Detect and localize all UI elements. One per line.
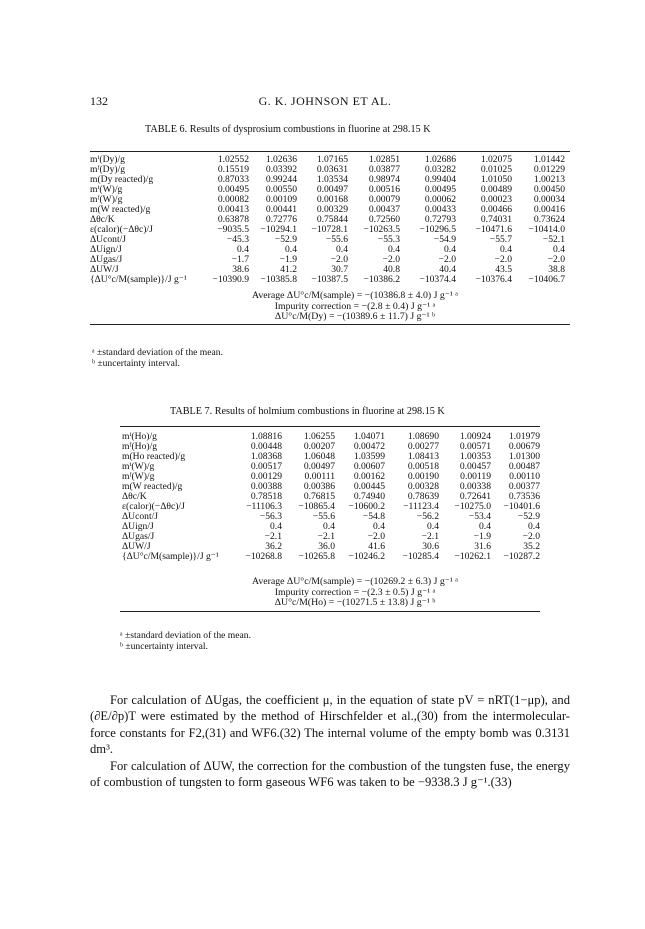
table-cell: 0.00441 — [265, 204, 297, 215]
table-cell: 43.5 — [495, 264, 512, 275]
table6-impurity-correction: Impurity correction = −(2.8 ± 0.4) J g⁻¹ ᵃ — [274, 300, 436, 312]
table-cell: 40.8 — [383, 264, 400, 275]
table-cell: 40.4 — [439, 264, 456, 275]
table-cell: −10246.2 — [348, 551, 385, 562]
table-cell: −10262.1 — [454, 551, 491, 562]
table-cell: 0.00607 — [353, 461, 385, 472]
table-cell: 0.00338 — [459, 481, 491, 492]
row-label: m(Dy reacted)/g — [90, 174, 154, 185]
table-cell: 30.7 — [331, 264, 348, 275]
table-cell: 0.4 — [427, 521, 439, 532]
table-cell: 0.98974 — [368, 174, 400, 185]
table-cell: −10296.5 — [419, 224, 456, 235]
table-cell: −2.0 — [438, 254, 456, 265]
table-cell: 36.2 — [265, 541, 282, 552]
table-cell: 0.73536 — [508, 491, 540, 502]
table-cell: −10374.4 — [419, 274, 456, 285]
body-paragraph: For calculation of ΔUgas, the coefficient μ, in the equation of state pV = nRT(1−μp), and (∂E/∂p)T were estimated by the method of Hirschfelder et al.,(30) from the intermolecular-force constants for F2,(31) and WF6.(32) The internal volume of the empty bomb was 0.3131 dm³. — [90, 693, 570, 757]
table-cell: 0.00497 — [303, 461, 335, 472]
row-label: mⁱ(Ho)/g — [122, 431, 157, 442]
table-cell: 0.00413 — [217, 204, 249, 215]
table-cell: 0.4 — [270, 521, 282, 532]
table-cell: 0.72641 — [459, 491, 491, 502]
row-label: ΔUign/J — [90, 244, 122, 255]
table-cell: 0.00518 — [407, 461, 439, 472]
table-cell: −1.9 — [279, 254, 297, 265]
table-cell: 0.78639 — [407, 491, 439, 502]
table-cell: −2.0 — [494, 254, 512, 265]
row-label: ΔUign/J — [122, 521, 154, 532]
table7-summary — [220, 577, 490, 609]
table-cell: −10268.8 — [245, 551, 282, 562]
table-cell: 0.00495 — [217, 184, 249, 195]
table-cell: −10386.2 — [363, 274, 400, 285]
table-cell: 1.00924 — [459, 431, 491, 442]
table-cell: −56.2 — [416, 511, 439, 522]
table-cell: 1.08816 — [250, 431, 282, 442]
table-cell: 1.02075 — [480, 154, 512, 165]
table-cell: 0.00168 — [316, 194, 348, 205]
table-cell: −1.7 — [231, 254, 249, 265]
table-cell: 1.06255 — [303, 431, 335, 442]
table-cell: −53.4 — [468, 511, 491, 522]
row-label: ΔUcont/J — [122, 511, 159, 522]
table-cell: 0.4 — [237, 244, 249, 255]
table-row — [90, 275, 565, 285]
row-label: mᶠ(Dy)/g — [90, 164, 126, 175]
table7 — [122, 432, 540, 562]
table-cell: 0.03392 — [265, 164, 297, 175]
table-cell: 1.03534 — [316, 174, 348, 185]
table-cell: 0.00472 — [353, 441, 385, 452]
row-label: m(W reacted)/g — [122, 481, 183, 492]
table-cell: 0.63878 — [217, 214, 249, 225]
table-cell: −2.1 — [421, 531, 439, 542]
table-cell: −52.1 — [542, 234, 565, 245]
table-cell: 0.00277 — [407, 441, 439, 452]
table-cell: 0.74031 — [480, 214, 512, 225]
footnote-b: ᵇ ±uncertainty interval. — [120, 641, 208, 652]
table-cell: 35.2 — [523, 541, 540, 552]
row-label: m(W reacted)/g — [90, 204, 151, 215]
table-cell: 0.00550 — [265, 184, 297, 195]
table-cell: −55.7 — [489, 234, 512, 245]
table6-summary — [220, 291, 490, 323]
table-cell: 0.00190 — [407, 471, 439, 482]
row-label: Δθc/K — [90, 214, 115, 225]
row-label: mᶠ(W)/g — [122, 471, 155, 482]
table-cell: −10728.1 — [311, 224, 348, 235]
row-label: ΔUgas/J — [122, 531, 155, 542]
table-cell: 0.99404 — [424, 174, 456, 185]
table6-caption: TABLE 6. Results of dysprosium combustions in fluorine at 298.15 K — [145, 124, 431, 135]
table-cell: −10385.8 — [260, 274, 297, 285]
table-row — [90, 235, 565, 245]
table-cell: −10376.4 — [475, 274, 512, 285]
table-cell: 38.6 — [232, 264, 249, 275]
table-cell: 0.00445 — [353, 481, 385, 492]
body-paragraph: For calculation of ΔUW, the correction for the combustion of the tungsten fuse, the energy of combustion of tungsten to form gaseous WF6 was taken to be −9338.3 J g⁻¹.(33) — [90, 758, 570, 790]
row-label: {ΔU°c/M(sample)}/J g⁻¹ — [90, 274, 187, 285]
row-label: mⁱ(W)/g — [122, 461, 155, 472]
table-cell: 0.00497 — [316, 184, 348, 195]
row-label: ΔUgas/J — [90, 254, 123, 265]
table-cell: 1.07165 — [316, 154, 348, 165]
row-label: mᶠ(W)/g — [90, 194, 123, 205]
table-cell: 0.00416 — [533, 204, 565, 215]
table-cell: 0.00119 — [460, 471, 491, 482]
table-row — [90, 245, 565, 255]
table-cell: 0.74940 — [353, 491, 385, 502]
table-cell: 1.03599 — [353, 451, 385, 462]
table-cell: 0.00679 — [508, 441, 540, 452]
table-cell: −45.3 — [226, 234, 249, 245]
table-cell: 0.72560 — [368, 214, 400, 225]
table-cell: 0.4 — [323, 521, 335, 532]
footnote-a: ᵃ ±standard deviation of the mean. — [92, 347, 223, 358]
table7-caption: TABLE 7. Results of holmium combustions in fluorine at 298.15 K — [170, 406, 445, 417]
table7-average: Average ΔU°c/M(sample) = −(10269.2 ± 6.3) J g⁻¹ ᵃ — [252, 576, 458, 587]
table-cell: 1.08690 — [407, 431, 439, 442]
table6 — [90, 155, 565, 285]
table-cell: 0.00437 — [368, 204, 400, 215]
body-text — [90, 692, 570, 790]
row-label: ΔUW/J — [122, 541, 151, 552]
table-cell: −2.1 — [317, 531, 335, 542]
table-cell: −55.3 — [377, 234, 400, 245]
table-cell: −55.6 — [325, 234, 348, 245]
table-cell: 0.00111 — [304, 471, 335, 482]
table-cell: 0.00109 — [265, 194, 297, 205]
table-cell: 1.00213 — [533, 174, 565, 185]
table-cell: 1.01050 — [480, 174, 512, 185]
table-cell: 0.01229 — [533, 164, 565, 175]
table-cell: −52.9 — [517, 511, 540, 522]
table-cell: −10414.0 — [528, 224, 565, 235]
table-cell: −10294.1 — [260, 224, 297, 235]
running-head: G. K. JOHNSON ET AL. — [258, 94, 392, 108]
footnote-b: ᵇ ±uncertainty interval. — [92, 358, 180, 369]
footnote-a: ᵃ ±standard deviation of the mean. — [120, 630, 251, 641]
table6-average: Average ΔU°c/M(sample) = −(10386.8 ± 4.0) J g⁻¹ ᵃ — [252, 290, 458, 301]
table7-top-rule — [120, 426, 540, 427]
table-cell: 0.00489 — [480, 184, 512, 195]
table-cell: 0.72776 — [265, 214, 297, 225]
table7-bottom-rule — [120, 611, 540, 612]
table-cell: −10865.4 — [298, 501, 335, 512]
table-cell: −10390.9 — [212, 274, 249, 285]
table-cell: 0.00162 — [353, 471, 385, 482]
table-cell: 0.00448 — [250, 441, 282, 452]
table-cell: 0.01025 — [480, 164, 512, 175]
table-cell: −2.0 — [522, 531, 540, 542]
table-cell: 0.00571 — [459, 441, 491, 452]
row-label: ε(calor)(−Δθc)/J — [90, 224, 153, 235]
table-cell: 0.00466 — [480, 204, 512, 215]
table-cell: 0.00517 — [250, 461, 282, 472]
row-label: Δθc/K — [122, 491, 147, 502]
table-cell: 0.00377 — [508, 481, 540, 492]
table-cell: 1.04071 — [353, 431, 385, 442]
table-cell: 0.4 — [444, 244, 456, 255]
table-cell: 0.00450 — [533, 184, 565, 195]
table-cell: 0.73624 — [533, 214, 565, 225]
table-cell: 0.00207 — [303, 441, 335, 452]
table-cell: 1.02636 — [265, 154, 297, 165]
table-cell: 0.15519 — [217, 164, 249, 175]
table-cell: −55.6 — [312, 511, 335, 522]
table-cell: −10406.7 — [528, 274, 565, 285]
table-cell: 41.6 — [368, 541, 385, 552]
table-row — [90, 255, 565, 265]
table-cell: −9035.5 — [217, 224, 249, 235]
table-cell: 0.4 — [285, 244, 297, 255]
table-cell: −10265.8 — [298, 551, 335, 562]
table7-footnotes — [120, 630, 251, 652]
row-label: ε(calor)(−Δθc)/J — [122, 501, 185, 512]
table-cell: 0.87033 — [217, 174, 249, 185]
table-cell: 30.6 — [422, 541, 439, 552]
table-cell: 0.75844 — [316, 214, 348, 225]
table-cell: 31.6 — [474, 541, 491, 552]
page-number: 132 — [90, 94, 108, 108]
table-cell: 1.08368 — [250, 451, 282, 462]
table-cell: 0.00023 — [480, 194, 512, 205]
table-cell: −10285.4 — [402, 551, 439, 562]
table-cell: −2.0 — [547, 254, 565, 265]
table-cell: −54.9 — [433, 234, 456, 245]
table-cell: −2.1 — [264, 531, 282, 542]
table-cell: 0.03877 — [368, 164, 400, 175]
table-cell: 38.8 — [548, 264, 565, 275]
table-cell: −11123.4 — [403, 501, 439, 512]
table-cell: 0.00328 — [407, 481, 439, 492]
table-cell: −10275.0 — [454, 501, 491, 512]
table6-result: ΔU°c/M(Dy) = −(10389.6 ± 11.7) J g⁻¹ ᵇ — [274, 311, 436, 322]
table-cell: −54.8 — [362, 511, 385, 522]
table6-top-rule — [90, 151, 570, 152]
table-cell: 0.4 — [336, 244, 348, 255]
table-cell: 0.4 — [528, 521, 540, 532]
table-cell: 0.72793 — [424, 214, 456, 225]
table-cell: 0.00079 — [368, 194, 400, 205]
table-cell: −10263.5 — [363, 224, 400, 235]
table-cell: −10387.5 — [311, 274, 348, 285]
table-cell: 0.00388 — [250, 481, 282, 492]
row-label: ΔUcont/J — [90, 234, 127, 245]
table-cell: −10471.6 — [475, 224, 512, 235]
table-cell: 0.00495 — [424, 184, 456, 195]
table7-impurity-correction: Impurity correction = −(2.3 ± 0.5) J g⁻¹ ᵃ — [274, 586, 436, 598]
table-cell: −56.3 — [259, 511, 282, 522]
table-cell: 0.4 — [373, 521, 385, 532]
table7-result: ΔU°c/M(Ho) = −(10271.5 ± 13.8) J g⁻¹ ᵇ — [274, 597, 436, 608]
table-cell: −11106.3 — [246, 501, 282, 512]
table-cell: 0.03282 — [424, 164, 456, 175]
table-cell: 1.01300 — [508, 451, 540, 462]
table-cell: −2.0 — [367, 531, 385, 542]
table-cell: 0.78518 — [250, 491, 282, 502]
row-label: {ΔU°c/M(sample)}/J g⁻¹ — [122, 551, 219, 562]
table-cell: 36.0 — [318, 541, 335, 552]
table6-footnotes — [92, 347, 223, 369]
table-cell: 1.02686 — [424, 154, 456, 165]
table-row — [122, 552, 540, 562]
table-cell: 0.4 — [500, 244, 512, 255]
table-cell: 0.4 — [479, 521, 491, 532]
table-cell: 1.00353 — [459, 451, 491, 462]
table-cell: 0.76815 — [303, 491, 335, 502]
table-cell: 0.00386 — [303, 481, 335, 492]
table-cell: 0.00433 — [424, 204, 456, 215]
row-label: ΔUW/J — [90, 264, 119, 275]
table-cell: 41.2 — [280, 264, 297, 275]
table-cell: 0.00110 — [509, 471, 540, 482]
table-cell: 0.00516 — [368, 184, 400, 195]
table-cell: 1.02552 — [217, 154, 249, 165]
table-cell: −52.9 — [274, 234, 297, 245]
table-cell: −10600.2 — [348, 501, 385, 512]
row-label: mᶠ(Ho)/g — [122, 441, 158, 452]
table-cell: 0.03631 — [316, 164, 348, 175]
table-cell: 0.00082 — [217, 194, 249, 205]
table-cell: 1.01442 — [533, 154, 565, 165]
table-cell: 0.99244 — [265, 174, 297, 185]
table-cell: 0.00034 — [533, 194, 565, 205]
table-cell: −2.0 — [330, 254, 348, 265]
table-cell: 1.02851 — [368, 154, 400, 165]
table-cell: 0.00129 — [250, 471, 282, 482]
row-label: m(Ho reacted)/g — [122, 451, 186, 462]
table-cell: 0.4 — [388, 244, 400, 255]
table-cell: −2.0 — [382, 254, 400, 265]
table-cell: −1.9 — [473, 531, 491, 542]
table-cell: 0.00062 — [424, 194, 456, 205]
table-cell: 1.08413 — [407, 451, 439, 462]
table-cell: 0.00487 — [508, 461, 540, 472]
table-cell: 0.00329 — [316, 204, 348, 215]
table-cell: 1.01979 — [508, 431, 540, 442]
table6-bottom-rule — [90, 324, 570, 325]
row-label: mⁱ(Dy)/g — [90, 154, 125, 165]
table-cell: 0.4 — [553, 244, 565, 255]
table-cell: −10401.6 — [503, 501, 540, 512]
row-label: mⁱ(W)/g — [90, 184, 123, 195]
table-cell: 0.00457 — [459, 461, 491, 472]
table-cell: −10287.2 — [503, 551, 540, 562]
table-cell: 1.06048 — [303, 451, 335, 462]
